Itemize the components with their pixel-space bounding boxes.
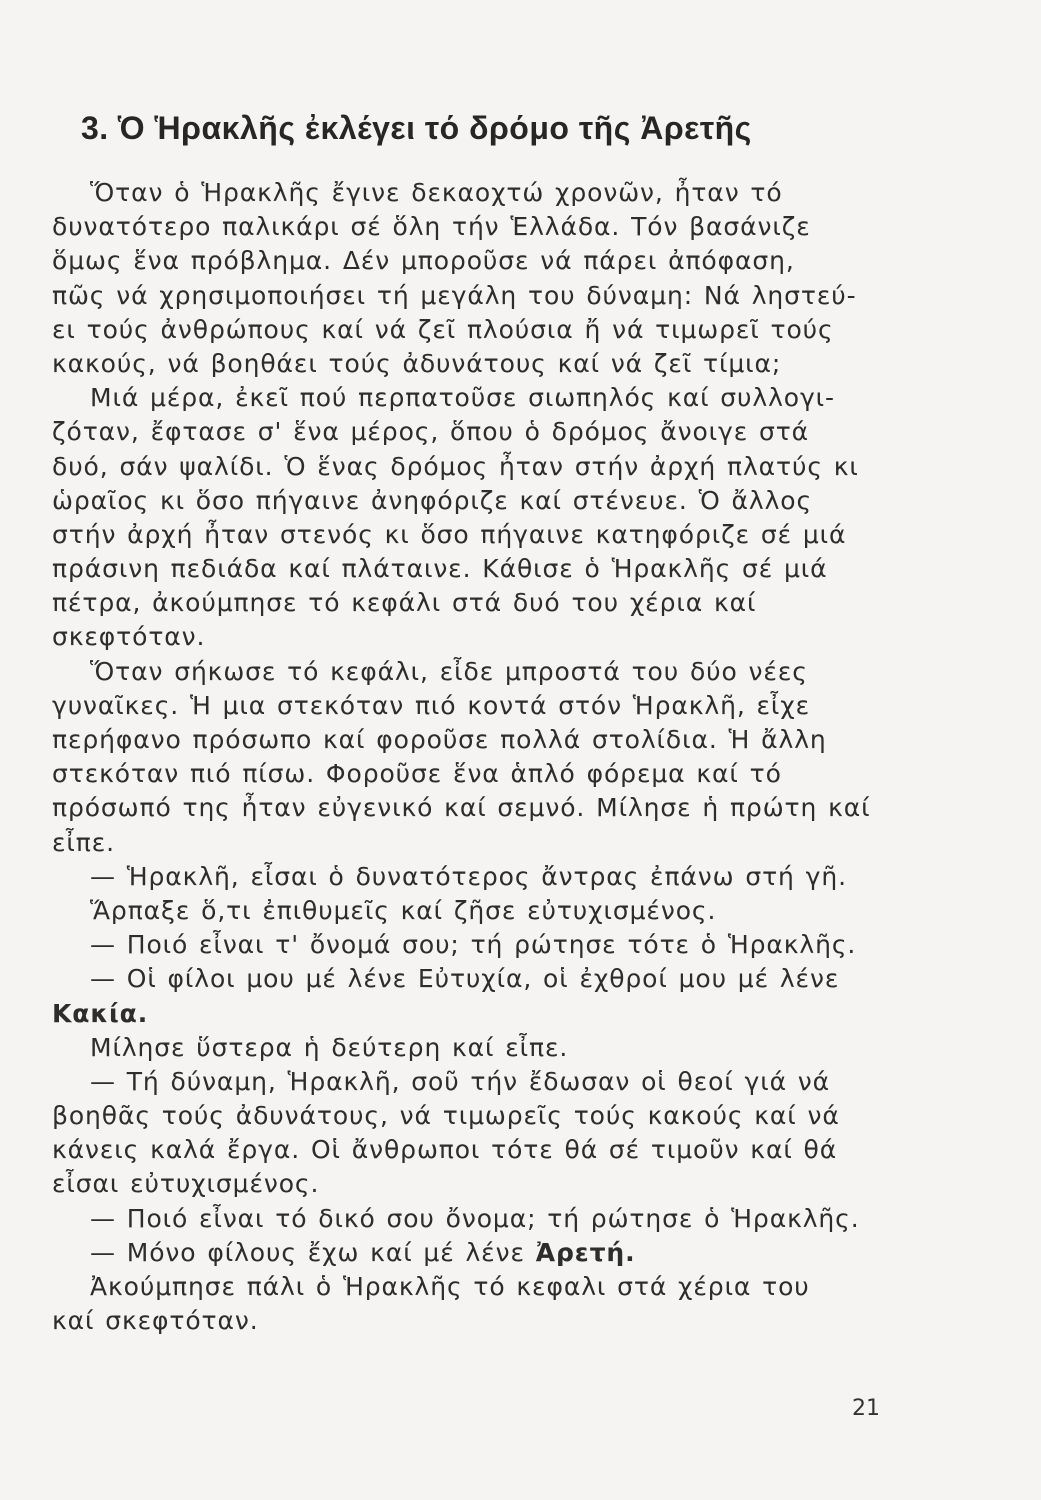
text-line: περήφανο πρόσωπο καί φοροῦσε πολλά στολίδια. Ἡ ἄλλη <box>52 725 827 754</box>
text-line: Ὅταν ὁ Ἡρακλῆς ἔγινε δεκαοχτώ χρονῶν, ἦταν τό <box>90 178 783 207</box>
arete-word: Ἀρετή. <box>535 1237 636 1267</box>
text-line: εἶπε. <box>52 827 115 857</box>
text-line: καί σκεφτόταν. <box>52 1306 259 1336</box>
text-line: πρόσωπό της ἦταν εὐγενικό καί σεμνό. Μίλησε ἡ πρώτη καί <box>52 793 871 823</box>
text-line: — Ἡρακλῆ, εἶσαι ὁ δυνατότερος ἄντρας ἐπάνω στή γῆ. <box>90 861 847 891</box>
text-line: Μιά μέρα, ἐκεῖ πού περπατοῦσε σιωπηλός καί συλλογι- <box>90 383 835 413</box>
text-line: εἶσαι εὐτυχισμένος. <box>52 1169 320 1199</box>
text-line: στήν ἀρχή ἦταν στενός κι ὅσο πήγαινε κατηφόριζε σέ μιά <box>52 519 847 549</box>
text-line: πράσινη πεδιάδα καί πλάταινε. Κάθισε ὁ Ἡρακλῆς σέ μιά <box>52 554 828 584</box>
text-line: πέτρα, ἀκούμπησε τό κεφάλι στά δυό του χέρια καί <box>52 588 757 618</box>
text-line: — Ποιό εἶναι τ' ὄνομά σου; τή ρώτησε τότε ὁ Ἡρακλῆς. <box>90 930 857 960</box>
text-line-start: — Μόνο φίλους ἔχω καί μέ λένε <box>90 1237 536 1267</box>
text-line: Ἅρπαξε ὅ,τι ἐπιθυμεῖς καί ζῆσε εὐτυχισμένος. <box>90 895 717 925</box>
text-line <box>52 1236 882 1270</box>
body-text <box>52 176 882 1338</box>
text-line: πῶς νά χρησιμοποιήσει τή μεγάλη του δύναμη: Νά ληστεύ- <box>52 280 857 310</box>
text-line: κακούς, νά βοηθάει τούς ἀδυνάτους καί νά ζεῖ τίμια; <box>52 348 782 378</box>
text-line: ζόταν, ἔφτασε σ' ἕνα μέρος, ὅπου ὁ δρόμος ἄνοιγε στά <box>52 417 810 447</box>
text-line: στεκόταν πιό πίσω. Φοροῦσε ἕνα ἁπλό φόρεμα καί τό <box>52 759 782 789</box>
text-line: Μίλησε ὕστερα ἡ δεύτερη καί εἶπε. <box>90 1032 569 1062</box>
text-line: ὡραῖος κι ὅσο πήγαινε ἀνηφόριζε καί στένευε. Ὁ ἄλλος <box>52 485 813 515</box>
text-line: Ἀκούμπησε πάλι ὁ Ἡρακλῆς τό κεφαλι στά χέρια του <box>90 1272 810 1301</box>
text-line: βοηθᾶς τούς ἀδυνάτους, νά τιμωρεῖς τούς κακούς καί νά <box>52 1101 840 1131</box>
text-line: δυνατότερο παλικάρι σέ ὅλη τήν Ἑλλάδα. Τόν βασάνιζε <box>52 212 811 242</box>
page-number: 21 <box>852 1396 880 1421</box>
text-line: σκεφτόταν. <box>52 622 206 652</box>
text-line: — Οἱ φίλοι μου μέ λένε Εὐτυχία, οἱ ἐχθροί μου μέ λένε <box>90 964 840 994</box>
text-line: Ὅταν σήκωσε τό κεφάλι, εἶδε μπροστά του δύο νέες <box>90 656 808 686</box>
text-line: κάνεις καλά ἔργα. Οἱ ἄνθρωποι τότε θά σέ τιμοῦν καί θά <box>52 1135 838 1165</box>
text-line: Κακία. <box>52 998 149 1028</box>
chapter-title: 3. Ὁ Ἡρακλῆς ἐκλέγει τό δρόμο τῆς Ἀρετῆς <box>81 110 752 146</box>
text-line: — Ποιό εἶναι τό δικό σου ὄνομα; τή ρώτησε ὁ Ἡρακλῆς. <box>90 1203 860 1233</box>
text-line: — Τή δύναμη, Ἡρακλῆ, σοῦ τήν ἔδωσαν οἱ θεοί γιά νά <box>90 1066 831 1096</box>
text-line: ει τούς ἀνθρώπους καί νά ζεῖ πλούσια ἤ νά τιμωρεῖ τούς <box>52 314 834 344</box>
text-line: δυό, σάν ψαλίδι. Ὁ ἕνας δρόμος ἦταν στήν ἀρχή πλατύς κι <box>52 451 859 481</box>
text-line: ὅμως ἕνα πρόβλημα. Δέν μποροῦσε νά πάρει ἀπόφαση, <box>52 246 795 276</box>
text-line: γυναῖκες. Ἡ μια στεκόταν πιό κοντά στόν Ἡρακλῆ, εἶχε <box>52 690 811 720</box>
